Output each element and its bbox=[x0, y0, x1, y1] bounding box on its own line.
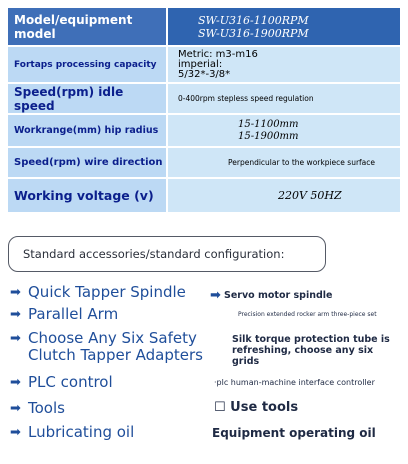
capacity-label: Fortaps processing capacity bbox=[8, 47, 166, 83]
list-item: Precision extended rocker arm three-piece set bbox=[238, 311, 377, 318]
workrange-value-2: 15-1900mm bbox=[238, 130, 299, 142]
arrow-right-icon: ➡ bbox=[10, 331, 21, 346]
arrow-right-icon: ➡ bbox=[10, 401, 21, 416]
capacity-value-1: Metric: m3-m16 bbox=[178, 48, 258, 60]
list-item: Equipment operating oil bbox=[212, 426, 376, 440]
workrange-value-1: 15-1100mm bbox=[238, 118, 299, 130]
list-item: ·plc human-machine interface controller bbox=[214, 378, 375, 387]
arrow-right-icon: ➡ bbox=[10, 285, 21, 300]
capacity-value-3: 5/32*-3/8* bbox=[178, 68, 231, 80]
voltage-label: Working voltage (v) bbox=[8, 179, 166, 213]
list-item: ➡ Lubricating oil bbox=[10, 423, 135, 441]
arrow-right-icon: ➡ bbox=[10, 307, 21, 322]
list-item: ➡ Servo motor spindle bbox=[210, 288, 333, 303]
list-item: Silk torque protection tube is refreshing, choose any six grids bbox=[232, 334, 390, 367]
model-label: Model/equipment model bbox=[8, 8, 166, 46]
wire-direction-label: Speed(rpm) wire direction bbox=[8, 148, 166, 178]
list-item: ➡ Choose Any Six Safety Clutch Tapper Adapters bbox=[10, 329, 203, 364]
model-value bbox=[168, 8, 400, 46]
voltage-value: 220V 50HZ bbox=[168, 179, 400, 213]
list-item: ☐ Use tools bbox=[214, 400, 299, 415]
list-item: ➡ Tools bbox=[10, 399, 65, 417]
list-item: ➡ Quick Tapper Spindle bbox=[10, 283, 186, 301]
model-value-1: SW-U316-1100RPM bbox=[198, 13, 309, 27]
arrow-right-icon: ➡ bbox=[10, 375, 21, 390]
capacity-value-2: imperial: bbox=[178, 58, 223, 70]
idle-speed-label: Speed(rpm) idle speed bbox=[8, 84, 166, 114]
workrange-label: Workrange(mm) hip radius bbox=[8, 115, 166, 147]
capacity-value bbox=[168, 47, 400, 83]
idle-speed-value: 0-400rpm stepless speed regulation bbox=[168, 84, 400, 114]
workrange-value bbox=[168, 115, 400, 147]
arrow-right-icon: ➡ bbox=[10, 425, 21, 440]
model-value-2: SW-U316-1900RPM bbox=[198, 26, 309, 40]
list-item: ➡ PLC control bbox=[10, 373, 113, 391]
list-item: ➡ Parallel Arm bbox=[10, 305, 119, 323]
arrow-right-icon: ➡ bbox=[210, 288, 221, 303]
wire-direction-value: Perpendicular to the workpiece surface bbox=[168, 148, 400, 178]
accessories-title: Standard accessories/standard configuration: bbox=[8, 236, 326, 272]
